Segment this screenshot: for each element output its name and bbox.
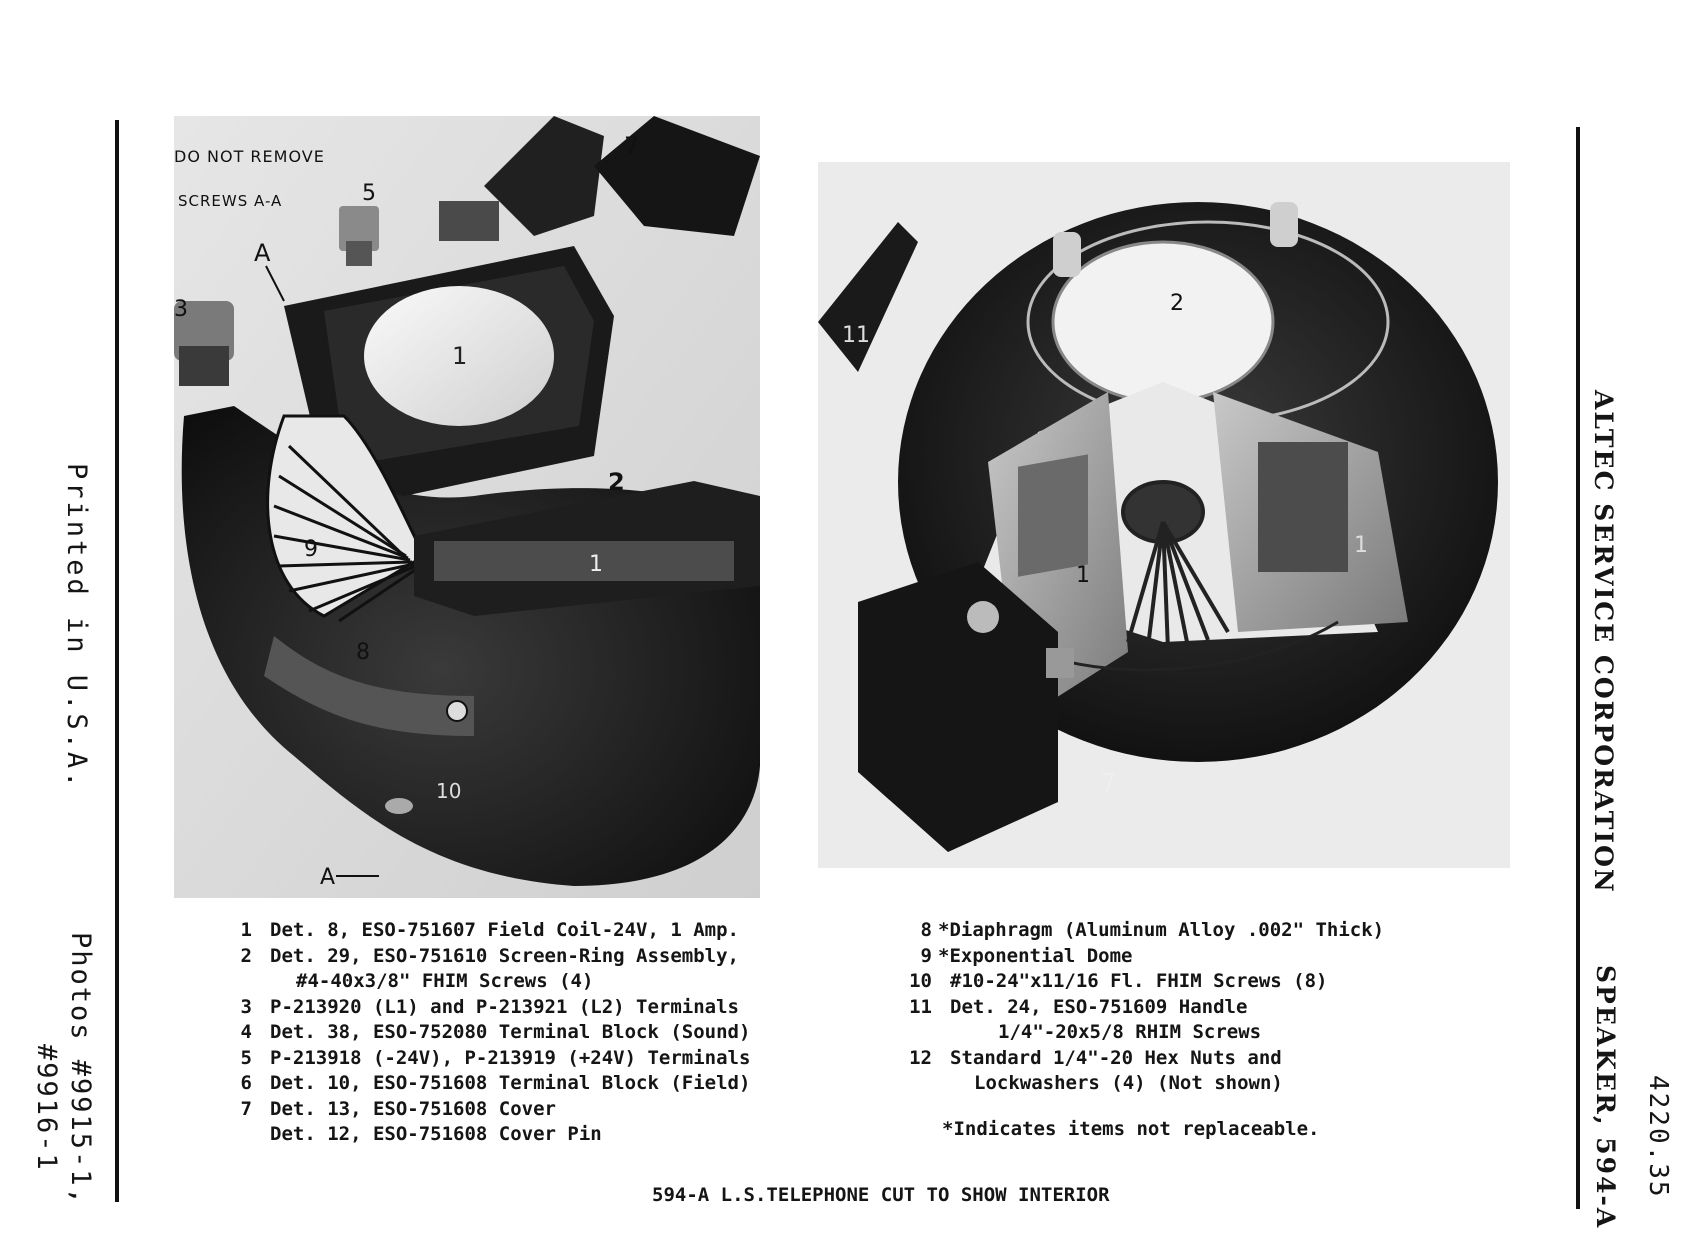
right-vertical-rule: [1576, 127, 1580, 1209]
page-number: 4220.35: [1643, 1075, 1673, 1199]
legend-row: [896, 995, 1384, 1021]
legend-num: 10: [909, 970, 932, 992]
mounting-stud-left: [1053, 232, 1081, 277]
callout-5: 5: [362, 181, 376, 206]
screw-a-bottom: [385, 798, 413, 814]
right-open-view-photo: [818, 162, 1510, 868]
footnote: *Indicates items not replaceable.: [942, 1117, 1320, 1140]
legend-text: *Exponential Dome: [938, 944, 1133, 967]
legend-num: 12: [909, 1046, 932, 1069]
legend-row: [228, 1071, 750, 1097]
callout-3: 3: [174, 297, 188, 322]
legend-row: [228, 995, 750, 1021]
fhim-screw: [447, 701, 467, 721]
callout-11: 11: [842, 323, 870, 348]
legend-num: 9: [920, 944, 932, 967]
legend-text: Lockwashers (4) (Not shown): [974, 1072, 1283, 1094]
legend-text: 1/4"-20x5/8 RHIM Screws: [998, 1021, 1262, 1043]
legend-right: [896, 918, 1384, 1142]
legend-text: *Diaphragm (Aluminum Alloy .002" Thick): [938, 919, 1385, 941]
legend-row: [228, 1097, 750, 1123]
legend-text: Det. 12, ESO-751608 Cover Pin: [270, 1123, 602, 1145]
legend-row: [896, 918, 1384, 944]
callout-9: 9: [304, 537, 318, 562]
callout-2: 2: [1170, 291, 1184, 316]
legend-row: [228, 1122, 750, 1148]
callout-a-top: A: [254, 239, 271, 267]
screen-ring-opening: [1053, 242, 1273, 402]
legend-text: Det. 13, ESO-751608 Cover: [270, 1097, 556, 1120]
terminal-screw: [967, 601, 999, 633]
warning-text-line2: SCREWS A-A: [178, 192, 283, 210]
callout-1-right: 1: [1354, 533, 1368, 558]
legend-num: 5: [240, 1046, 252, 1069]
field-coil-winding-lower: [434, 541, 734, 581]
printed-in-usa: Printed in U.S.A.: [61, 463, 92, 791]
legend-row: [228, 918, 750, 944]
legend-num: 3: [240, 995, 252, 1018]
callout-1-top: 1: [452, 342, 468, 370]
legend-num: 1: [240, 919, 252, 941]
legend-text: #4-40x3/8" FHIM Screws (4): [296, 970, 594, 992]
legend-num: [228, 1122, 252, 1148]
legend-row: [896, 969, 1384, 995]
legend-num: 7: [240, 1097, 252, 1120]
legend-num: 4: [240, 1021, 252, 1043]
callout-2: 2: [608, 468, 625, 496]
legend-footnote-row: [896, 1117, 1384, 1143]
callout-1-left: 1: [1076, 563, 1090, 588]
legend-row: [228, 969, 750, 995]
callout-10: 10: [436, 779, 462, 803]
left-cutaway-photo: [174, 116, 760, 898]
callout-a-bottom: A: [320, 865, 336, 890]
legend-text: #10-24"x11/16 Fl. FHIM Screws (8): [950, 970, 1328, 992]
legend-num: 11: [909, 995, 932, 1018]
legend-num: 6: [240, 1072, 252, 1094]
legend-text: Standard 1/4"-20 Hex Nuts and: [950, 1046, 1282, 1069]
legend-row: [896, 1071, 1384, 1097]
legend-text: Det. 24, ESO-751609 Handle: [950, 995, 1248, 1018]
legend-text: P-213918 (-24V), P-213919 (+24V) Terminals: [270, 1046, 751, 1069]
legend-row: [896, 1046, 1384, 1072]
field-coil-left: [1018, 454, 1088, 576]
photo-numbers-cont: #9916-1: [31, 1044, 62, 1172]
legend-row: [896, 944, 1384, 970]
field-coil-right: [1258, 442, 1348, 572]
terminal-block: [439, 201, 499, 241]
legend-num: 8: [920, 919, 932, 941]
legend-text: Det. 38, ESO-752080 Terminal Block (Sound): [270, 1021, 751, 1043]
photo-numbers: Photos #9915-1,: [65, 932, 96, 1206]
legend-text: P-213920 (L1) and P-213921 (L2) Terminals: [270, 995, 739, 1018]
left-vertical-rule: [115, 120, 119, 1202]
legend-text: Det. 8, ESO-751607 Field Coil-24V, 1 Amp.: [270, 919, 739, 941]
legend-text: Det. 29, ESO-751610 Screen-Ring Assembly,: [270, 944, 739, 967]
callout-7: 7: [624, 132, 640, 160]
legend-row: [896, 1020, 1384, 1046]
legend-num: [896, 1020, 932, 1046]
callout-7: 7: [1100, 769, 1117, 799]
company-name: ALTEC SERVICE CORPORATION: [1589, 390, 1618, 894]
figure-caption: 594-A L.S.TELEPHONE CUT TO SHOW INTERIOR: [652, 1184, 1110, 1206]
mounting-stud-right: [1270, 202, 1298, 247]
product-name: SPEAKER, 594-A: [1591, 965, 1620, 1230]
callout-1-lower: 1: [589, 552, 603, 577]
warning-text-line1: DO NOT REMOVE: [174, 147, 325, 166]
legend-left: [228, 918, 750, 1148]
legend-num: 2: [240, 944, 252, 967]
legend-row: [228, 944, 750, 970]
legend-text: Det. 10, ESO-751608 Terminal Block (Field): [270, 1072, 751, 1094]
callout-8: 8: [356, 640, 370, 665]
legend-num: [228, 969, 252, 995]
legend-num: [896, 1071, 932, 1097]
legend-row: [228, 1020, 750, 1046]
legend-row: [228, 1046, 750, 1072]
